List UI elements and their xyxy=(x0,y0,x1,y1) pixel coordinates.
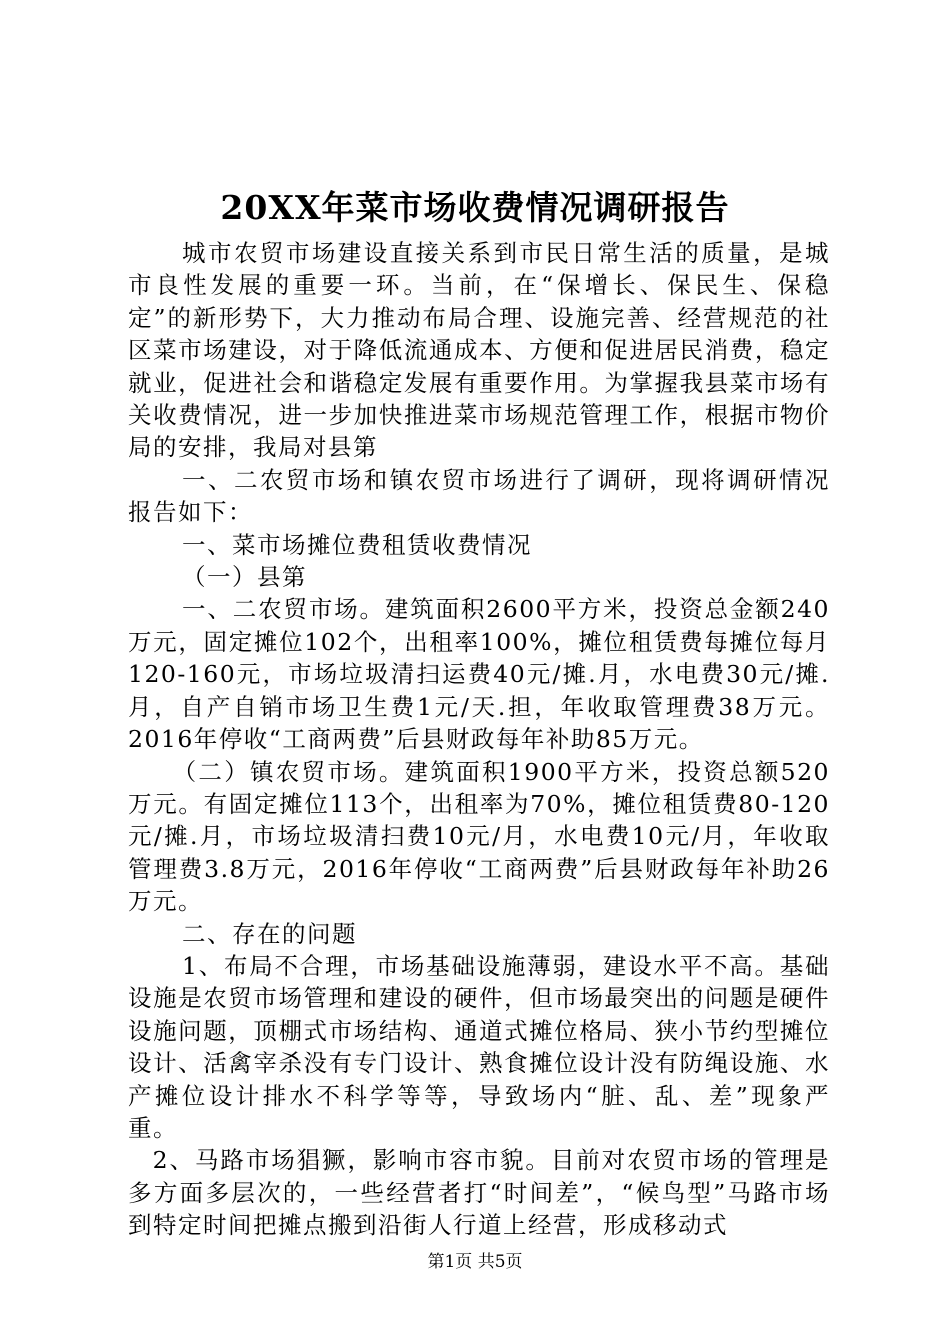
subsection-heading-county: （一）县第 xyxy=(182,563,308,592)
document-title: 20XX年菜市场收费情况调研报告 xyxy=(220,188,730,227)
paragraph-county-market: 一、二农贸市场。建筑面积2600平方米，投资总金额240万元，固定摊位102个，出租率100%，摊位租赁费每摊位每月120-160元，市场垃圾清扫运费40元/摊.月，水电费30元/摊.月，自产自销市场卫生费1元/天.担，年收取管理费38万元。2016年停收“工商两费”后县财政每年补助85万元。 xyxy=(128,595,830,754)
section-heading-problems: 二、存在的问题 xyxy=(182,919,358,948)
section-heading-fees: 一、菜市场摊位费租赁收费情况 xyxy=(182,530,533,559)
paragraph-town-market: （二）镇农贸市场。建筑面积1900平方米，投资总额520万元。有固定摊位113个，出租率为70%，摊位租赁费80-120元/摊.月，市场垃圾清扫费10元/月，水电费10元/月，年收取管理费3.8万元，2016年停收“工商两费”后县财政每年补助26万元。 xyxy=(128,757,830,916)
paragraph-intro: 城市农贸市场建设直接关系到市民日常生活的质量，是城市良性发展的重要一环。当前，在“保增长、保民生、保稳定”的新形势下，大力推动布局合理、设施完善、经营规范的社区菜市场建设，对于降低流通成本、方便和促进居民消费，稳定就业，促进社会和谐稳定发展有重要作用。为掌握我县菜市场有关收费情况，进一步加快推进菜市场规范管理工作，根据市物价局的安排，我局对县第 xyxy=(128,239,830,462)
document-body xyxy=(128,237,830,1242)
paragraph-problem-1: 1、布局不合理，市场基础设施薄弱，建设水平不高。基础设施是农贸市场管理和建设的硬件，但市场最突出的问题是硬件设施问题，顶棚式市场结构、通道式摊位格局、狭小节约型摊位设计、活禽宰杀没有专门设计、熟食摊位设计没有防绳设施、水产摊位设计排水不科学等等，导致场内“脏、乱、差”现象严重。 xyxy=(128,951,830,1142)
page-number: 第1页 共5页 xyxy=(427,1252,523,1272)
paragraph-problem-2: 2、马路市场猖獗，影响市容市貌。目前对农贸市场的管理是多方面多层次的，一些经营者打“时间差”，“候鸟型”马路市场到特定时间把摊点搬到沿街人行道上经营，形成移动式 xyxy=(128,1146,830,1240)
paragraph-intro-continued: 一、二农贸市场和镇农贸市场进行了调研，现将调研情况报告如下： xyxy=(128,465,830,527)
